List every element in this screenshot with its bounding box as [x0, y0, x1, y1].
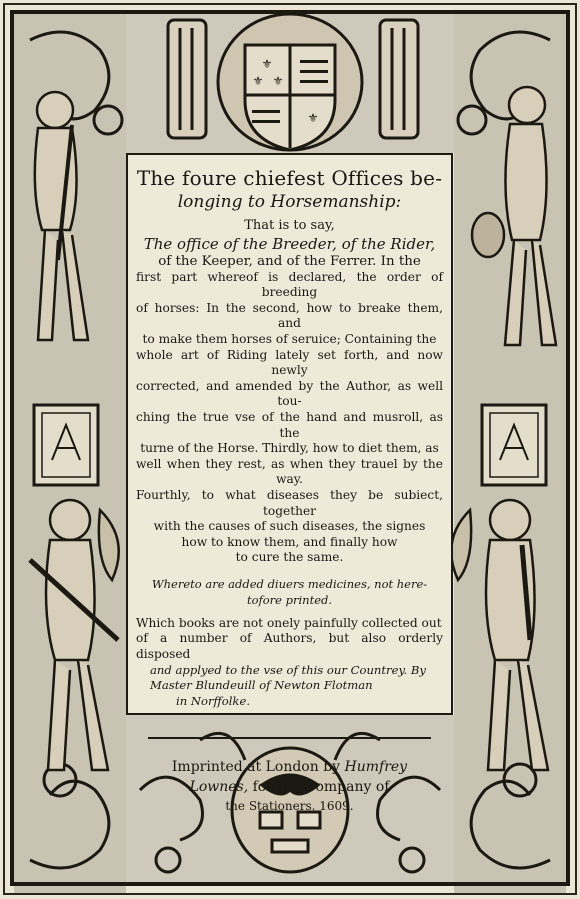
- body-line: to make them horses of seruice; Containing the: [142, 331, 437, 346]
- title-line-2: longing to Horsemanship:: [177, 192, 402, 212]
- svg-text:⚜: ⚜: [252, 74, 264, 88]
- description-body: [136, 270, 443, 566]
- imprint: [136, 757, 443, 815]
- title-text-panel: [126, 153, 453, 814]
- books-line-4: Master Blundeuill of Newton Flotman: [150, 678, 373, 693]
- printers-device-left: [34, 405, 98, 485]
- title-line-1: The foure chiefest Offices be-: [136, 166, 443, 190]
- that-is-to-say: That is to say,: [244, 218, 335, 233]
- tail-line: how to know them, and finally how: [181, 534, 398, 549]
- body-line: well when they rest, as when they trauel by the way.: [136, 456, 443, 487]
- body-line: first part whereof is declared, the order of breeding: [136, 269, 443, 300]
- body-line: Fourthly, to what diseases they be subiect, together: [136, 487, 443, 518]
- offices-line-2: of the Keeper, and of the Ferrer. In the: [158, 254, 421, 269]
- books-line-5: in Norffolke.: [176, 693, 251, 708]
- svg-text:⚜: ⚜: [307, 111, 319, 125]
- books-line-1: Which books are not onely painfully collected out: [136, 615, 442, 630]
- royal-arms: [218, 14, 362, 150]
- offices-line-1: The office of the Breeder, of the Rider,: [143, 235, 436, 253]
- body-line: corrected, and amended by the Author, as well tou-: [136, 378, 443, 409]
- imprint-printer-first-name: Humfrey: [344, 759, 408, 776]
- imprint-line-3: the Stationers. 1609.: [225, 799, 354, 814]
- body-line: ching the true vse of the hand and musroll, as the: [136, 409, 443, 440]
- body-line: whole art of Riding lately set forth, and now newly: [136, 347, 443, 378]
- divider-rule: [148, 737, 430, 739]
- body-line: turne of the Horse. Thirdly, how to diet them, as: [140, 441, 439, 456]
- imprint-printer-surname: Lownes,: [189, 779, 249, 796]
- printers-device-right: [482, 405, 546, 485]
- svg-text:⚜: ⚜: [272, 74, 284, 88]
- body-line: of horses: In the second, how to breake them, and: [136, 300, 443, 331]
- books-line-3: and applyed to the vse of this our Countrey. By: [150, 662, 426, 677]
- books-line-2: of a number of Authors, but also orderly disposed: [136, 631, 443, 662]
- imprint-line-1: [136, 757, 443, 777]
- imprint-line-1-text: Imprinted at London by: [171, 759, 341, 776]
- added-line-1: Whereto are added diuers medicines, not here-: [151, 576, 428, 591]
- books-paragraph: [136, 616, 443, 710]
- tail-line: to cure the same.: [235, 550, 344, 565]
- imprint-line-2-text: for the Company of: [252, 779, 390, 796]
- imprint-line-2: [136, 777, 443, 797]
- svg-text:⚜: ⚜: [261, 57, 273, 71]
- added-line-2: tofore printed.: [246, 592, 333, 607]
- added-medicines-note: [150, 576, 429, 608]
- body-line: with the causes of such diseases, the signes: [153, 519, 426, 534]
